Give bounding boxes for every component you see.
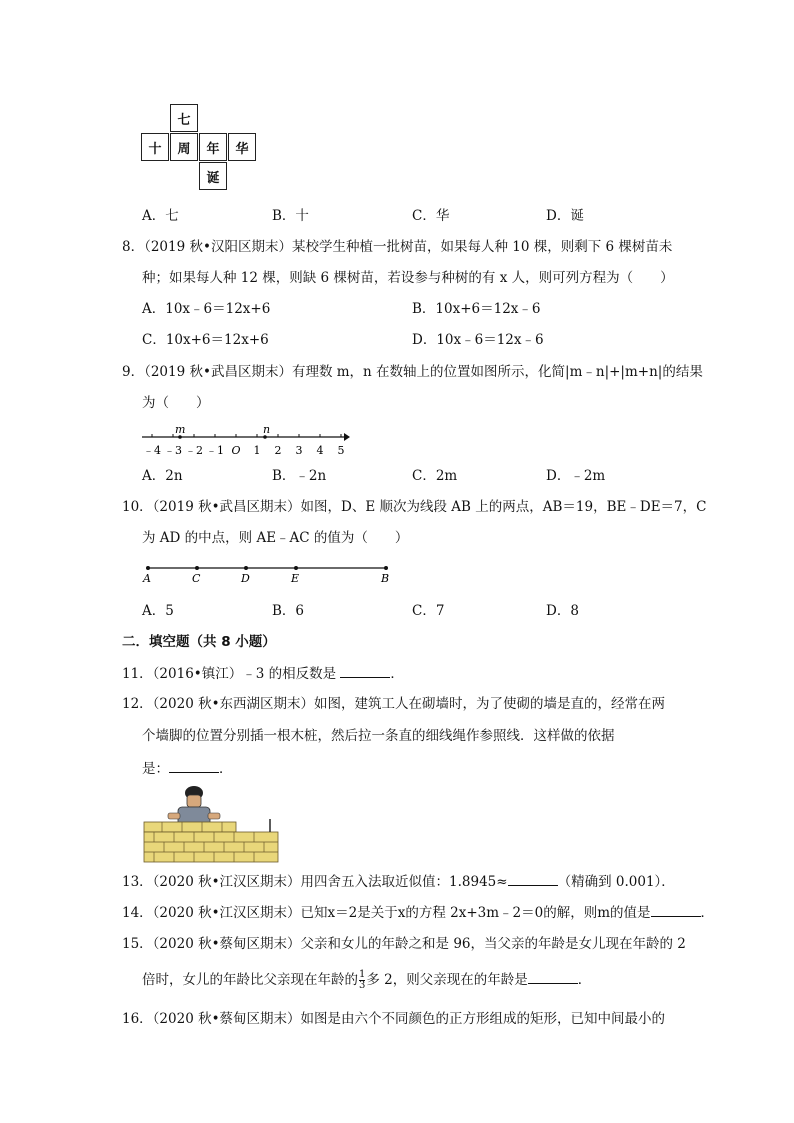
question-13 xyxy=(122,871,675,892)
question-14 xyxy=(122,902,714,923)
point-c xyxy=(195,566,199,570)
option-d: D．8 xyxy=(546,603,579,619)
question-12-line2: 个墙脚的位置分别插一根木桩，然后拉一条直的细线绳作参照线．这样做的依据 xyxy=(142,728,615,744)
question-9-line1: 9．（2019 秋•武昌区期末）有理数 m，n 在数轴上的位置如图所示，化简|m﹣n|+|m+n|的结果 xyxy=(122,364,703,380)
option-a: A．2n xyxy=(142,468,183,484)
question-12-line3 xyxy=(142,758,233,779)
answer-blank xyxy=(340,663,390,678)
option-b: B．十 xyxy=(272,208,309,224)
tick-label: ﹣3 xyxy=(164,444,182,457)
label-d: D xyxy=(241,572,250,585)
arrow-icon xyxy=(344,433,350,441)
option-c: C．华 xyxy=(412,208,450,224)
tick-label: 5 xyxy=(337,444,345,457)
question-12-text: 是： xyxy=(142,761,169,777)
label-c: C xyxy=(192,572,201,585)
label-n: n xyxy=(263,423,271,436)
question-8-line2: 种；如果每人种 12 棵，则缺 6 棵树苗，若设参与种树的有 x 人，则可列方程为（ ） xyxy=(142,270,674,286)
tick-label: 3 xyxy=(295,444,303,457)
fraction-denominator: 3 xyxy=(359,980,366,991)
question-11-text: 11．（2016•镇江）﹣3 的相反数是 xyxy=(122,666,341,682)
option-a: A．七 xyxy=(142,208,179,224)
question-9-line2: 为（ ） xyxy=(142,395,210,411)
option-c: C．7 xyxy=(412,603,445,619)
option-c: C．10x+6＝12x+6 xyxy=(142,332,269,348)
tick-label: 1 xyxy=(253,444,261,457)
net-cell: 年 xyxy=(199,133,227,161)
question-11-end: ． xyxy=(390,666,404,682)
tick-label: O xyxy=(231,444,241,457)
net-cell: 周 xyxy=(170,133,198,161)
option-a: A．10x﹣6＝12x+6 xyxy=(142,301,271,317)
option-a: A．5 xyxy=(142,603,174,619)
net-cell-bottom: 诞 xyxy=(199,162,227,190)
tick-label: ﹣4 xyxy=(143,444,161,457)
question-14-text: 14．（2020 秋•江汉区期末）已知x＝2是关于x的方程 2x+3m﹣2＝0的解，则m的值是 xyxy=(122,905,651,921)
question-11 xyxy=(122,663,404,684)
label-a: A xyxy=(143,572,151,585)
number-line xyxy=(138,420,353,460)
question-13-end: （精确到 0.001）． xyxy=(557,874,675,890)
tick-label: ﹣2 xyxy=(185,444,203,457)
question-15-end: ． xyxy=(577,972,592,988)
segment-diagram xyxy=(138,560,398,590)
answer-blank xyxy=(169,758,219,773)
question-10-line1: 10．（2019 秋•武昌区期末）如图，D、E 顺次为线段 AB 上的两点，AB＝19，BE﹣DE＝7，C xyxy=(122,499,707,515)
option-b: B．﹣2n xyxy=(272,468,327,484)
tick-labels xyxy=(143,444,345,457)
question-14-end: ． xyxy=(700,905,715,921)
fraction xyxy=(359,970,365,991)
point-a xyxy=(146,566,150,570)
option-d: D．﹣2m xyxy=(546,468,606,484)
net-cell: 华 xyxy=(228,133,256,161)
section-heading: 二．填空题（共 8 小题） xyxy=(122,634,276,650)
question-15-line2 xyxy=(142,969,591,991)
point-d xyxy=(244,566,248,570)
option-c: C．2m xyxy=(412,468,458,484)
fraction-numerator: 1 xyxy=(359,969,366,980)
question-15-line1: 15．（2020 秋•蔡甸区期末）父亲和女儿的年龄之和是 96，当父亲的年龄是女儿现在年龄的 2 xyxy=(122,936,686,952)
label-e: E xyxy=(291,572,300,585)
answer-blank xyxy=(651,902,701,917)
option-d: D．诞 xyxy=(546,208,584,224)
question-10-line2: 为 AD 的中点，则 AE﹣AC 的值为（ ） xyxy=(142,530,409,546)
question-13-text: 13．（2020 秋•江汉区期末）用四舍五入法取近似值：1.8945≈ xyxy=(122,874,508,890)
bricklayer-illustration xyxy=(142,785,282,863)
question-15-text-2: 多 2，则父亲现在的年龄是 xyxy=(366,972,528,988)
tick-label: ﹣1 xyxy=(206,444,224,457)
option-d: D．10x﹣6＝12x﹣6 xyxy=(412,332,544,348)
point-e xyxy=(294,566,298,570)
label-m: m xyxy=(175,423,186,436)
option-b: B．6 xyxy=(272,603,305,619)
tick-label: 4 xyxy=(316,444,324,457)
label-b: B xyxy=(381,572,390,585)
question-15-text: 倍时，女儿的年龄比父亲现在年龄的 xyxy=(142,972,358,988)
option-b: B．10x+6＝12x﹣6 xyxy=(412,301,541,317)
question-16-line1: 16．（2020 秋•蔡甸区期末）如图是由六个不同颜色的正方形组成的矩形，已知中间最小的 xyxy=(122,1011,666,1027)
answer-blank xyxy=(508,871,558,886)
question-12-line1: 12．（2020 秋•东西湖区期末）如图，建筑工人在砌墙时，为了使砌的墙是直的，经常在两 xyxy=(122,696,666,712)
question-12-end: ． xyxy=(219,761,233,777)
point-b xyxy=(384,566,388,570)
question-8-line1: 8．（2019 秋•汉阳区期末）某校学生种植一批树苗，如果每人种 10 棵，则剩下 6 棵树苗未 xyxy=(122,239,673,255)
tick-label: 2 xyxy=(274,444,282,457)
answer-blank xyxy=(528,969,578,984)
net-cell-top: 七 xyxy=(170,104,198,132)
net-cell: 十 xyxy=(141,133,169,161)
